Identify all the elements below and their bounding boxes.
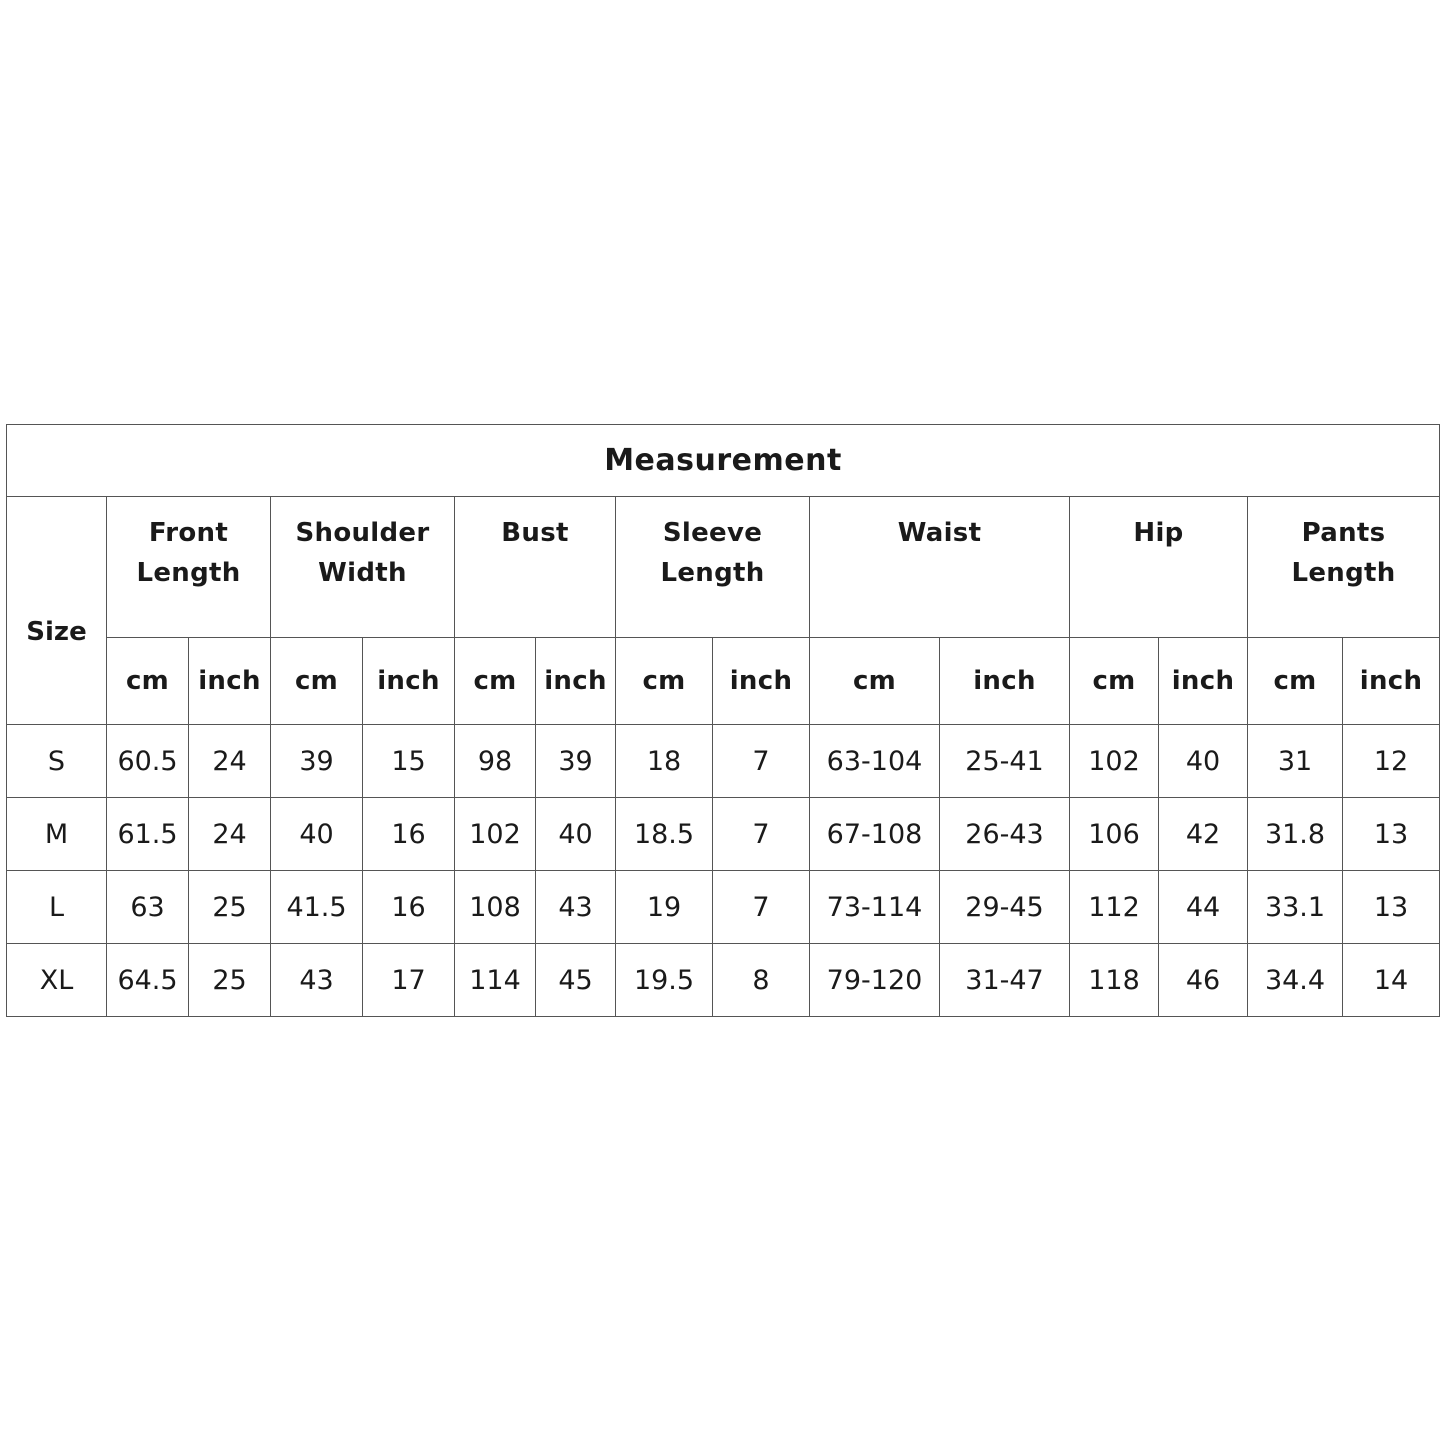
value-cell: 33.1 (1248, 871, 1343, 944)
value-cell: 16 (363, 871, 455, 944)
group-label-line: Length (136, 558, 241, 588)
size-cell: L (7, 871, 107, 944)
value-cell: 31 (1248, 725, 1343, 798)
group-label-line: Shoulder (295, 518, 430, 548)
value-cell: 67-108 (810, 798, 940, 871)
value-cell: 79-120 (810, 944, 940, 1017)
group-header-shoulder-width (271, 497, 455, 638)
value-cell: 40 (271, 798, 363, 871)
unit-header: inch (713, 638, 810, 725)
value-cell: 24 (189, 725, 271, 798)
size-cell: S (7, 725, 107, 798)
size-chart (6, 424, 1439, 1017)
value-cell: 44 (1159, 871, 1248, 944)
table-title: Measurement (7, 425, 1440, 497)
table-row (7, 871, 1440, 944)
size-column-header (7, 497, 107, 725)
group-label-line: Sleeve (662, 518, 763, 548)
group-label-line: Width (318, 558, 407, 588)
value-cell: 14 (1343, 944, 1440, 1017)
unit-header: cm (1070, 638, 1159, 725)
unit-header: inch (1343, 638, 1440, 725)
value-cell: 18.5 (616, 798, 713, 871)
unit-header: cm (810, 638, 940, 725)
unit-header: cm (455, 638, 536, 725)
group-label-line: Hip (1133, 518, 1184, 548)
value-cell: 7 (713, 871, 810, 944)
group-header-sleeve-length (616, 497, 810, 638)
unit-header: cm (1248, 638, 1343, 725)
unit-header: inch (536, 638, 616, 725)
table-row (7, 798, 1440, 871)
unit-header: cm (616, 638, 713, 725)
group-label-line: Bust (501, 518, 569, 548)
value-cell: 39 (536, 725, 616, 798)
value-cell: 19 (616, 871, 713, 944)
value-cell: 16 (363, 798, 455, 871)
table-row (7, 725, 1440, 798)
unit-header: inch (189, 638, 271, 725)
value-cell: 24 (189, 798, 271, 871)
value-cell: 29-45 (940, 871, 1070, 944)
value-cell: 73-114 (810, 871, 940, 944)
value-cell: 41.5 (271, 871, 363, 944)
value-cell: 12 (1343, 725, 1440, 798)
title-row (7, 425, 1440, 497)
group-label-line: Pants (1301, 518, 1386, 548)
value-cell: 7 (713, 725, 810, 798)
value-cell: 18 (616, 725, 713, 798)
value-cell: 106 (1070, 798, 1159, 871)
value-cell: 118 (1070, 944, 1159, 1017)
group-label-line: Length (1291, 558, 1396, 588)
unit-header: inch (1159, 638, 1248, 725)
table-row (7, 944, 1440, 1017)
unit-header: inch (940, 638, 1070, 725)
value-cell: 42 (1159, 798, 1248, 871)
value-cell: 19.5 (616, 944, 713, 1017)
value-cell: 43 (536, 871, 616, 944)
value-cell: 63 (107, 871, 189, 944)
value-cell: 31-47 (940, 944, 1070, 1017)
value-cell: 46 (1159, 944, 1248, 1017)
size-cell: M (7, 798, 107, 871)
value-cell: 13 (1343, 871, 1440, 944)
group-header-hip (1070, 497, 1248, 638)
group-header-waist (810, 497, 1070, 638)
unit-header-row (7, 638, 1440, 725)
table-body (7, 725, 1440, 1017)
unit-header: cm (271, 638, 363, 725)
value-cell: 102 (455, 798, 536, 871)
measurement-table (6, 424, 1440, 1017)
value-cell: 34.4 (1248, 944, 1343, 1017)
value-cell: 102 (1070, 725, 1159, 798)
value-cell: 112 (1070, 871, 1159, 944)
group-header-front-length (107, 497, 271, 638)
value-cell: 25 (189, 944, 271, 1017)
value-cell: 64.5 (107, 944, 189, 1017)
value-cell: 114 (455, 944, 536, 1017)
group-header-bust (455, 497, 616, 638)
value-cell: 8 (713, 944, 810, 1017)
value-cell: 45 (536, 944, 616, 1017)
value-cell: 25-41 (940, 725, 1070, 798)
group-label-line: Length (660, 558, 765, 588)
value-cell: 60.5 (107, 725, 189, 798)
value-cell: 25 (189, 871, 271, 944)
unit-header: inch (363, 638, 455, 725)
value-cell: 43 (271, 944, 363, 1017)
value-cell: 13 (1343, 798, 1440, 871)
value-cell: 39 (271, 725, 363, 798)
value-cell: 61.5 (107, 798, 189, 871)
unit-header: cm (107, 638, 189, 725)
size-cell: XL (7, 944, 107, 1017)
value-cell: 15 (363, 725, 455, 798)
group-label-line: Waist (897, 518, 982, 548)
group-header-pants-length (1248, 497, 1440, 638)
group-label-line: Front (148, 518, 229, 548)
value-cell: 108 (455, 871, 536, 944)
value-cell: 26-43 (940, 798, 1070, 871)
value-cell: 17 (363, 944, 455, 1017)
group-header-row (7, 497, 1440, 638)
value-cell: 31.8 (1248, 798, 1343, 871)
size-header-label: Size (26, 616, 87, 647)
value-cell: 40 (1159, 725, 1248, 798)
value-cell: 98 (455, 725, 536, 798)
value-cell: 63-104 (810, 725, 940, 798)
value-cell: 40 (536, 798, 616, 871)
value-cell: 7 (713, 798, 810, 871)
